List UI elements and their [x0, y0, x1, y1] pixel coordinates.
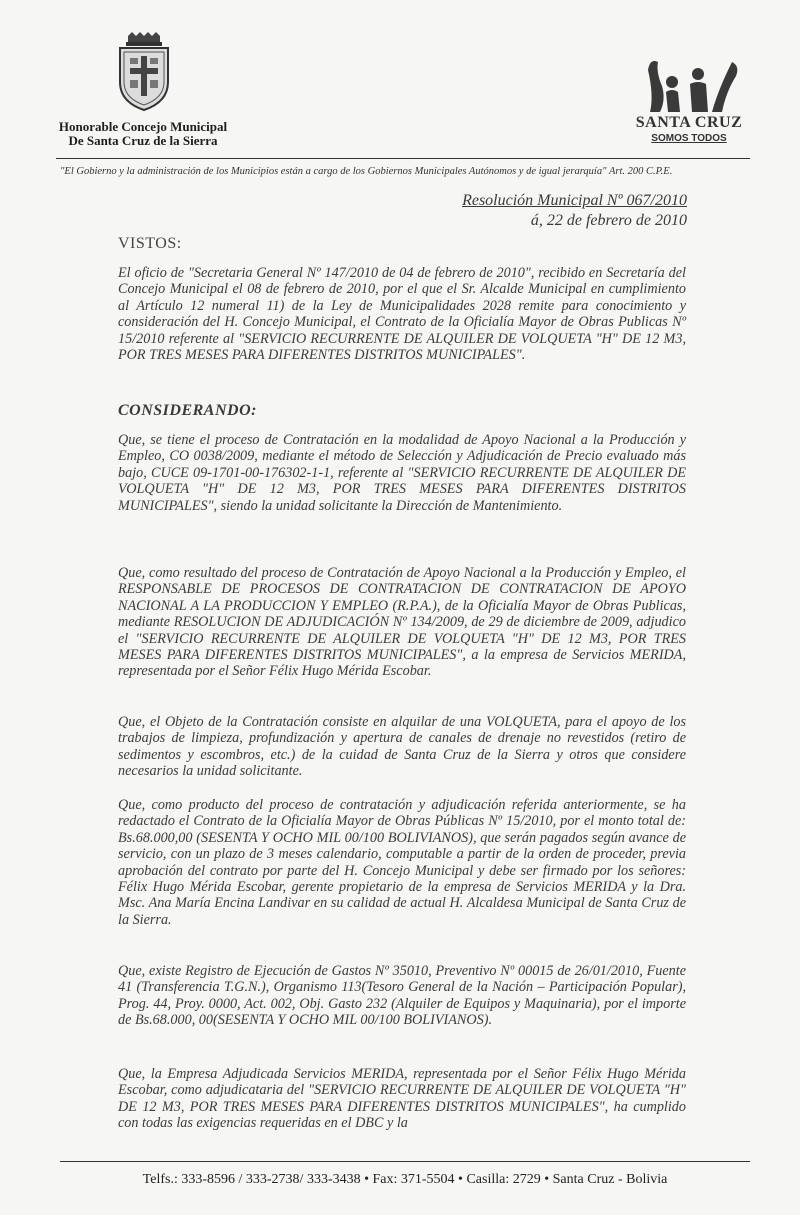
paragraph-considerando-4: Que, como producto del proceso de contratación y adjudicación referida anteriormente, se ha redactado el Contrato de la Oficialía Mayor de Obras Públicas Nº 15/2010, por el monto total de: Bs.68.000,00 (SESENTA Y OCHO MIL 00/100 BOLIVIANOS), que serán pagados según avance de servicio, con un plazo de 3 meses calendario, computable a partir de la orden de proceder, previa aprobación del contrato por parte del H. Concejo Municipal y debe ser firmado por los señores: Félix Hugo Mérida Escobar, gerente propietario de la empresa de Servicios MERIDA y la Dra. Msc. Ana María Encina Landivar en su calidad de actual H. Alcaldesa Municipal de Santa Cruz de la Sierra. [118, 797, 686, 928]
heading-considerando: CONSIDERANDO: [118, 402, 257, 419]
council-name [48, 120, 238, 148]
municipal-crest-icon [116, 30, 172, 114]
paragraph-considerando-3: Que, el Objeto de la Contratación consiste en alquilar de una VOLQUETA, para el apoyo de los trabajos de limpieza, profundización y apertura de canales de drenaje no revestidos (retiro de sedimentos y escombros, etc.) de la cuidad de Santa Cruz de la Sierra y otros que considere necesarios la unidad solicitante. [118, 714, 686, 780]
footer-divider [60, 1161, 750, 1162]
paragraph-vistos: El oficio de "Secretaria General Nº 147/2010 de 04 de febrero de 2010", recibido en Secretaría del Concejo Municipal el 08 de febrero de 2010, por el que el Sr. Alcalde Municipal en cumplimiento al Artículo 12 numeral 11) de la Ley de Municipalidades 2028 remite para conocimiento y consideración del H. Concejo Municipal, el Contrato de la Oficialía Mayor de Obras Publicas Nº 15/2010 referente al "SERVICIO RECURRENTE DE ALQUILER DE VOLQUETA "H" DE 12 M3, POR TRES MESES PARA DIFERENTES DISTRITOS MUNICIPALES". [118, 265, 686, 364]
paragraph-considerando-5: Que, existe Registro de Ejecución de Gastos Nº 35010, Preventivo Nº 00015 de 26/01/2010, Fuente 41 (Transferencia T.G.N.), Organismo 113(Tesoro General de la Nación – Participación Popular), Prog. 44, Proy. 0000, Act. 002, Obj. Gasto 232 (Alquiler de Equipos y Maquinaria), por el importe de Bs.68.000, 00(SESENTA Y OCHO MIL 00/100 BOLIVIANOS). [118, 963, 686, 1029]
heading-vistos: VISTOS: [118, 235, 182, 252]
resolution-date: á, 22 de febrero de 2010 [530, 212, 687, 229]
paragraph-considerando-6: Que, la Empresa Adjudicada Servicios MERIDA, representada por el Señor Félix Hugo Mérida Escobar, como adjudicataria del "SERVICIO RECURRENTE DE ALQUILER DE VOLQUETA "H" DE 12 M3, POR TRES MESES PARA DIFERENTES DISTRITOS MUNICIPALES", ha cumplido con todas las exigencias requeridas en el DBC y la [118, 1066, 686, 1132]
constitution-quote: "El Gobierno y la administración de los Municipios están a cargo de los Gobiernos Municipales Autónomos y de igual jerarquía" Art. 200 C.P.E. [60, 166, 673, 177]
header-divider [56, 158, 750, 159]
paragraph-considerando-1: Que, se tiene el proceso de Contratación en la modalidad de Apoyo Nacional a la Producción y Empleo, CO 0038/2009, mediante el método de Selección y Adjudicación de Precio evaluado más bajo, CUCE 09-1701-00-176302-1-1, referente al "SERVICIO RECURRENTE DE ALQUILER DE VOLQUETA "H" DE 12 M3, POR TRES MESES PARA DIFERENTES DISTRITOS MUNICIPALES", siendo la unidad solicitante la Dirección de Mantenimiento. [118, 432, 686, 514]
paragraph-considerando-2: Que, como resultado del proceso de Contratación de Apoyo Nacional a la Producción y Empleo, el RESPONSABLE DE PROCESOS DE CONTRATACION DE CONTRATACION DE APOYO NACIONAL A LA PRODUCCION Y EMPLEO (R.P.A.), de la Oficialía Mayor de Obras Publicas, mediante RESOLUCION DE ADJUDICACIÓN Nº 134/2009, de 29 de diciembre de 2009, adjudico el "SERVICIO RECURRENTE DE ALQUILER DE VOLQUETA "H" DE 12 M3, POR TRES MESES PARA DIFERENTES DISTRITOS MUNICIPALES", a la empresa de Servicios MERIDA, representada por el Señor Félix Hugo Mérida Escobar. [118, 565, 686, 680]
logo-subtitle: SOMOS TODOS [651, 133, 727, 144]
resolution-title: Resolución Municipal Nº 067/2010 [462, 192, 687, 209]
council-name-line-1: Honorable Concejo Municipal [58, 119, 228, 134]
footer-contact: Telfs.: 333-8596 / 333-2738/ 333-3438 • Fax: 371-5504 • Casilla: 2729 • Santa Cruz - Bolivia [142, 1172, 668, 1187]
logo-title: SANTA CRUZ [635, 114, 743, 131]
council-name-line-2: De Santa Cruz de la Sierra [68, 133, 218, 148]
